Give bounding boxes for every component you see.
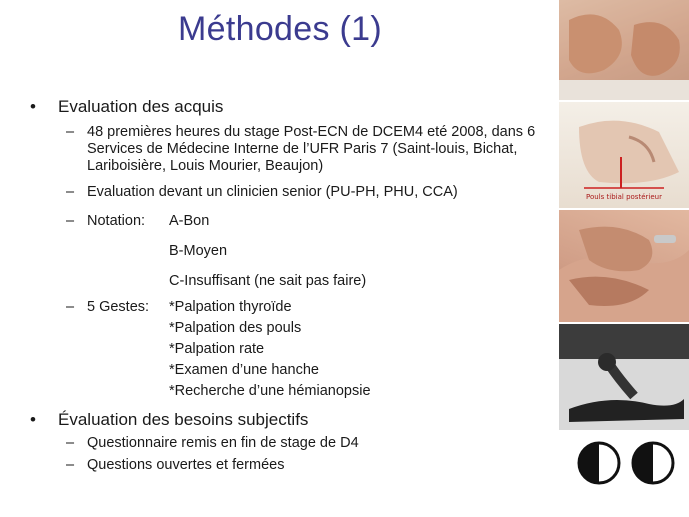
list-item bbox=[30, 124, 558, 175]
list-item bbox=[30, 184, 558, 201]
dash-icon: – bbox=[66, 124, 75, 140]
list-item-text: Evaluation devant un clinicien senior (PU-PH, PHU, CCA) bbox=[87, 184, 458, 200]
geste-item: *Palpation thyroïde bbox=[169, 299, 292, 315]
visual-field-icon bbox=[573, 440, 689, 486]
hip-exam-photo-icon bbox=[559, 324, 689, 430]
list-item-text: 48 premières heures du stage Post-ECN de DCEM4 eté 2008, dans 6 Services de Médecine Interne de l’UFR Paris 7 (Saint-louis, Bichat, Lariboisière, Louis Mourier, Beaujon) bbox=[87, 124, 536, 174]
gestes-block bbox=[30, 299, 558, 400]
gestes-label: 5 Gestes: bbox=[87, 299, 150, 315]
dash-icon: – bbox=[66, 435, 75, 451]
bullet-icon: • bbox=[30, 97, 36, 116]
list-item bbox=[30, 457, 558, 474]
abdominal-palpation-photo-icon bbox=[559, 210, 689, 322]
bullet-icon: • bbox=[30, 410, 36, 429]
slide-title: Méthodes (1) bbox=[178, 10, 382, 48]
grade-b: B-Moyen bbox=[169, 243, 228, 259]
notation-block bbox=[30, 213, 558, 290]
section-besoins-heading bbox=[30, 409, 558, 431]
geste-item: *Examen d’une hanche bbox=[169, 362, 319, 378]
dash-icon: – bbox=[66, 457, 75, 473]
geste-item: *Palpation des pouls bbox=[169, 320, 302, 336]
section-heading-text: Évaluation des besoins subjectifs bbox=[58, 410, 309, 429]
geste-item: *Palpation rate bbox=[169, 341, 265, 357]
dash-icon: – bbox=[66, 213, 75, 229]
grade-a: A-Bon bbox=[169, 213, 210, 229]
foot-pulse-photo-icon bbox=[559, 102, 689, 208]
list-item-text: Questions ouvertes et fermées bbox=[87, 457, 285, 473]
slide-content bbox=[30, 96, 558, 483]
section-acquis-heading bbox=[30, 96, 558, 118]
list-item bbox=[30, 435, 558, 452]
dash-icon: – bbox=[66, 184, 75, 200]
neck-palpation-photo-icon bbox=[559, 0, 689, 100]
notation-label: Notation: bbox=[87, 213, 146, 229]
geste-item: *Recherche d’une hémianopsie bbox=[169, 383, 371, 399]
list-item-text: Questionnaire remis en fin de stage de D4 bbox=[87, 435, 359, 451]
image-column bbox=[559, 0, 689, 517]
section-heading-text: Evaluation des acquis bbox=[58, 97, 224, 116]
photo-caption: Pouls tibial postérieur bbox=[586, 193, 662, 201]
dash-icon: – bbox=[66, 299, 75, 315]
grade-c: C-Insuffisant (ne sait pas faire) bbox=[169, 273, 367, 289]
